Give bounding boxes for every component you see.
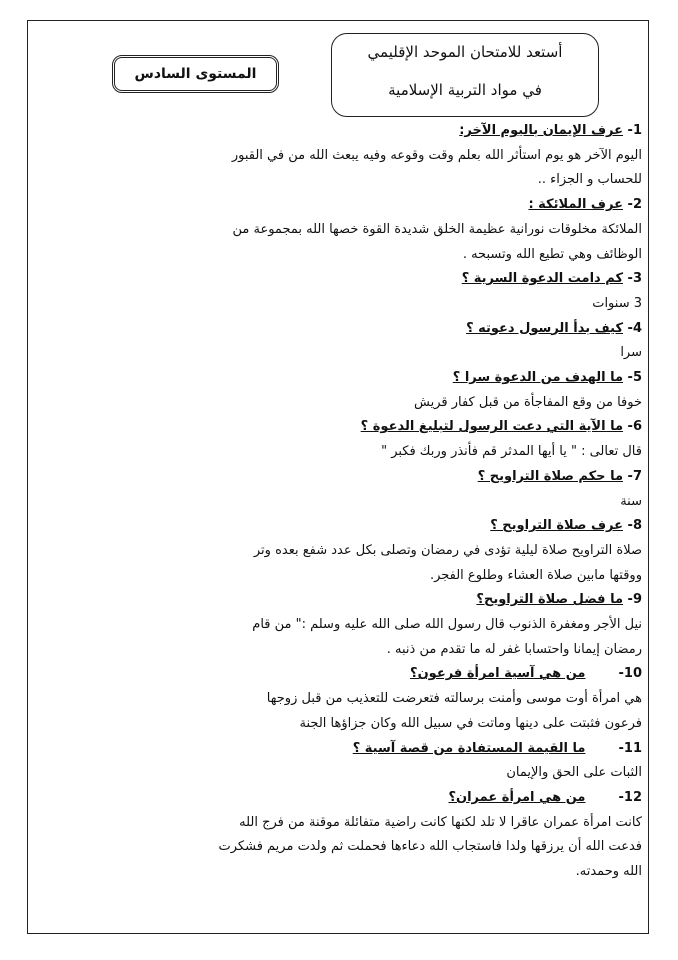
question-number: 12- xyxy=(618,789,642,805)
question-text: ما الآية التي دعت الرسول لتبليغ الدعوة ؟ xyxy=(360,419,624,435)
question-item-7 xyxy=(38,465,642,514)
answer-line: الله وحمدته. xyxy=(575,864,642,880)
question-number: 8- xyxy=(627,518,642,534)
question-item-3 xyxy=(38,267,642,316)
question-number: 7- xyxy=(627,468,642,484)
question-text: عرف الإيمان باليوم الآخر: xyxy=(459,123,624,138)
question-item-11 xyxy=(38,737,642,786)
answer-line: فرعون فثبتت على دينها وماتت في سبيل الله وكان جزاؤها الجنة xyxy=(299,715,642,731)
question-1 xyxy=(38,119,642,144)
questions-list xyxy=(38,119,642,885)
answer-line: اليوم الآخر هو يوم استأثر الله بعلم وقت وقوعه وفيه يبعث الله من في القبور xyxy=(231,147,642,163)
question-5 xyxy=(38,366,642,391)
question-number: 6- xyxy=(627,419,642,435)
question-number: 10- xyxy=(618,666,642,682)
question-text: من هي امرأة عمران؟ xyxy=(448,789,586,805)
question-item-5 xyxy=(38,366,642,415)
question-11 xyxy=(38,737,642,762)
answer-line: هي امرأة أوت موسى وأمنت برسالته فتعرضت للتعذيب من قبل زوجها xyxy=(266,691,642,707)
question-text: ما حكم صلاة التراويح ؟ xyxy=(477,468,624,484)
answer-line: الثبات على الحق والإيمان xyxy=(506,765,642,781)
question-6 xyxy=(38,415,642,440)
answer-line: نيل الأجر ومغفرة الذنوب قال رسول الله صلى الله عليه وسلم :" من قام xyxy=(252,617,642,633)
question-number: 11- xyxy=(618,740,642,756)
question-item-12 xyxy=(38,786,642,885)
answer-line: للحساب و الجزاء .. xyxy=(537,172,642,188)
question-8 xyxy=(38,514,642,539)
answer-line: الوظائف وهي تطيع الله وتسبحه . xyxy=(462,246,642,262)
question-7 xyxy=(38,465,642,490)
question-text: ما الهدف من الدعوة سرا ؟ xyxy=(452,370,624,386)
question-text: كيف بدأ الرسول دعوته ؟ xyxy=(466,320,624,336)
question-item-6 xyxy=(38,415,642,464)
question-text: ما فضل صلاة التراويح؟ xyxy=(476,592,624,608)
question-text: عرف الملائكة : xyxy=(528,197,624,213)
question-item-1 xyxy=(38,119,642,193)
question-4 xyxy=(38,317,642,342)
question-2 xyxy=(38,193,642,218)
question-number: 1- xyxy=(627,123,642,138)
answer-line: فدعت الله أن يرزقها ولدا فاستجاب الله دعاءها فحملت ثم ولدت مريم فشكرت xyxy=(218,839,642,855)
question-text: عرف صلاة التراويح ؟ xyxy=(490,518,624,534)
question-item-10 xyxy=(38,662,642,736)
question-9 xyxy=(38,588,642,613)
question-number: 5- xyxy=(627,370,642,386)
question-item-4 xyxy=(38,317,642,366)
question-number: 4- xyxy=(627,320,642,336)
answer-line: رمضان إيمانا واحتسابا غفر له ما تقدم من ذنبه . xyxy=(386,641,642,657)
question-item-8 xyxy=(38,514,642,588)
question-number: 9- xyxy=(627,592,642,608)
question-3 xyxy=(38,267,642,292)
answer-line: 3 سنوات xyxy=(592,295,642,311)
answer-line: ووقتها مابين صلاة العشاء وطلوع الفجر. xyxy=(429,567,642,583)
level-badge: المستوى السادس xyxy=(112,55,279,93)
answer-line: صلاة التراويح صلاة ليلية تؤدى في رمضان وتصلى بكل عدد شفع بعده وتر xyxy=(253,542,642,558)
question-12 xyxy=(38,786,642,811)
answer-line: الملائكة مخلوقات نورانية عظيمة الخلق شديدة القوة خصها الله بمجموعة من xyxy=(232,221,642,237)
answer-line: سرا xyxy=(620,345,642,361)
question-item-9 xyxy=(38,588,642,662)
title-line-2: في مواد التربية الإسلامية xyxy=(388,81,542,99)
question-text: ما القيمة المستفادة من قصة آسية ؟ xyxy=(352,740,586,756)
question-text: كم دامت الدعوة السرية ؟ xyxy=(461,271,624,287)
question-number: 3- xyxy=(627,271,642,287)
title-box xyxy=(331,33,599,117)
answer-line: كانت امرأة عمران عاقرا لا تلد لكنها كانت راضية متفائلة موقنة من فرج الله xyxy=(239,814,642,830)
title-line-1: أستعد للامتحان الموحد الإقليمي xyxy=(367,43,563,61)
answer-line: خوفا من وقع المفاجأة من قبل كفار قريش xyxy=(414,394,642,410)
question-text: من هي آسية امرأة فرعون؟ xyxy=(410,666,586,682)
question-10 xyxy=(38,662,642,687)
question-item-2 xyxy=(38,193,642,267)
answer-line: سنة xyxy=(620,493,642,509)
answer-line: قال تعالى : " يا أيها المدثر قم فأنذر وربك فكبر " xyxy=(381,444,642,460)
question-number: 2- xyxy=(627,197,642,213)
